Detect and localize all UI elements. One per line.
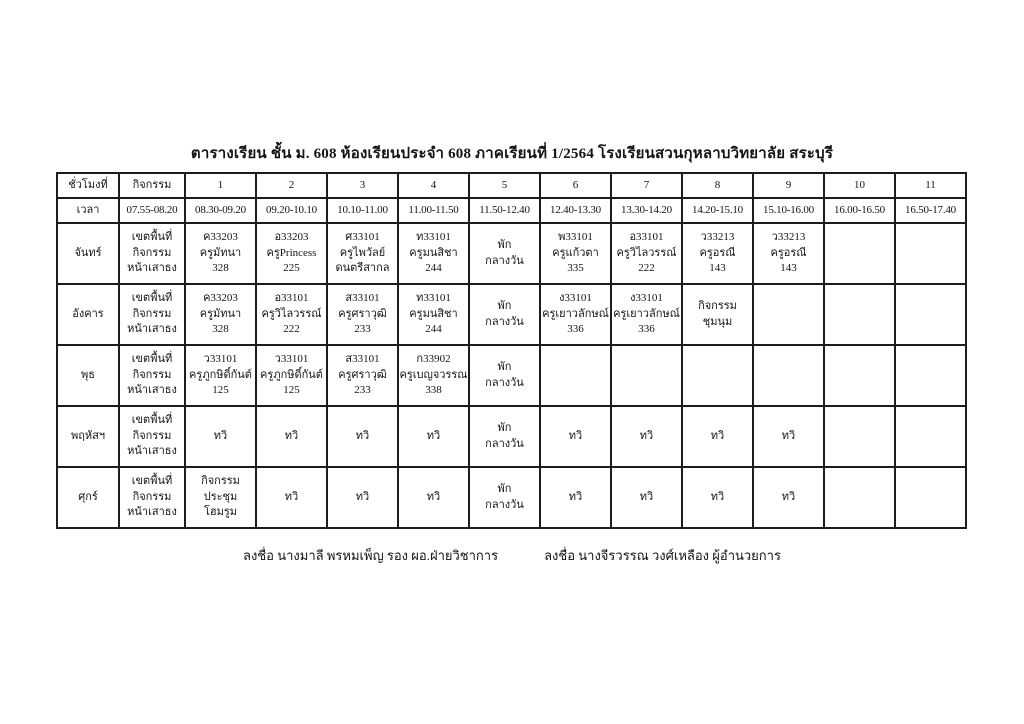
cell-line: กิจกรรม: [132, 178, 172, 191]
time-header-row: [57, 198, 966, 223]
period-number: [540, 173, 611, 198]
cell-line: ครูPrincess: [266, 246, 317, 259]
cell-line: 10.10-11.00: [337, 203, 388, 216]
schedule-cell: [682, 223, 753, 284]
schedule-cell: [611, 345, 682, 406]
schedule-cell: [753, 467, 824, 528]
cell-line: 11.50-12.40: [479, 203, 530, 216]
activity-cell: [119, 223, 185, 284]
cell-line: 336: [638, 323, 655, 336]
schedule-cell: [611, 284, 682, 345]
schedule-cell: [611, 467, 682, 528]
time-header-label: [57, 198, 119, 223]
cell-line: ทวิ: [710, 429, 725, 442]
period-number: [256, 173, 327, 198]
schedule-cell: [327, 284, 398, 345]
cell-line: อังคาร: [72, 307, 104, 320]
cell-line: 7: [643, 178, 650, 191]
cell-line: ทวิ: [568, 429, 583, 442]
schedule-cell: [540, 406, 611, 467]
schedule-cell: [824, 223, 895, 284]
cell-line: หน้าเสาธง: [127, 262, 177, 275]
table-row: [57, 467, 966, 528]
time-range: [398, 198, 469, 223]
cell-line: กลางวัน: [485, 437, 524, 450]
schedule-cell: [895, 223, 966, 284]
schedule-cell: [185, 284, 256, 345]
cell-line: ครูวิไลวรรณ์: [616, 246, 677, 259]
schedule-cell: [185, 223, 256, 284]
activity-cell: [119, 406, 185, 467]
period-number: [327, 173, 398, 198]
schedule-cell: [824, 284, 895, 345]
schedule-cell: [753, 223, 824, 284]
cell-line: กลางวัน: [485, 254, 524, 267]
cell-line: ศุกร์: [78, 490, 98, 503]
table-header: [57, 173, 966, 223]
schedule-cell: [895, 345, 966, 406]
schedule-cell: [256, 467, 327, 528]
schedule-cell: [398, 406, 469, 467]
cell-line: เขตพื้นที่: [131, 353, 173, 366]
cell-line: ทวิ: [213, 429, 228, 442]
cell-line: ครูมัทนา: [199, 307, 242, 320]
cell-line: 328: [212, 323, 229, 336]
cell-line: ประชุม: [203, 490, 238, 503]
time-range: [895, 198, 966, 223]
schedule-cell: [611, 223, 682, 284]
schedule-cell: [185, 345, 256, 406]
cell-line: พัก: [497, 482, 512, 495]
cell-line: หน้าเสาธง: [127, 506, 177, 519]
cell-line: ส33101: [345, 353, 380, 366]
schedule-cell: [753, 406, 824, 467]
period-number: [469, 173, 540, 198]
cell-line: ท33101: [416, 231, 451, 244]
activity-cell: [119, 284, 185, 345]
cell-line: 328: [212, 262, 229, 275]
day-cell: [57, 406, 119, 467]
schedule-cell: [256, 406, 327, 467]
cell-line: 143: [709, 262, 726, 275]
cell-line: ครูเบญจวรรณ: [399, 368, 468, 381]
schedule-cell: [753, 345, 824, 406]
schedule-cell: [398, 223, 469, 284]
schedule-cell: [824, 406, 895, 467]
cell-line: 3: [359, 178, 366, 191]
cell-line: ครูไพวัลย์: [339, 246, 386, 259]
schedule-cell: [327, 345, 398, 406]
period-number: [824, 173, 895, 198]
period-number: [185, 173, 256, 198]
schedule-cell: [895, 284, 966, 345]
schedule-cell: [824, 467, 895, 528]
schedule-cell: [540, 345, 611, 406]
cell-line: 08.30-09.20: [195, 203, 246, 216]
cell-line: 233: [354, 384, 371, 397]
cell-line: 244: [425, 262, 442, 275]
cell-line: เขตพื้นที่: [131, 292, 173, 305]
schedule-cell: [824, 345, 895, 406]
cell-line: ทวิ: [639, 429, 654, 442]
schedule-cell: [540, 284, 611, 345]
cell-line: ส33101: [345, 292, 380, 305]
cell-line: 233: [354, 323, 371, 336]
cell-line: 9: [785, 178, 792, 191]
cell-line: จันทร์: [74, 246, 102, 259]
cell-line: พุธ: [81, 368, 95, 381]
time-range: [327, 198, 398, 223]
period-header-label: [57, 173, 119, 198]
table-row: [57, 406, 966, 467]
cell-line: ทวิ: [355, 429, 370, 442]
cell-line: โฮมรูม: [203, 506, 238, 519]
time-range: [119, 198, 185, 223]
schedule-cell: [327, 223, 398, 284]
cell-line: 5: [501, 178, 508, 191]
period-number: [398, 173, 469, 198]
cell-line: กิจกรรม: [201, 475, 240, 488]
table-body: [57, 223, 966, 528]
cell-line: 2: [288, 178, 295, 191]
cell-line: ง33101: [559, 292, 592, 305]
cell-line: 336: [567, 323, 584, 336]
cell-line: อ33203: [274, 231, 309, 244]
schedule-cell: [540, 223, 611, 284]
cell-line: หน้าเสาธง: [127, 323, 177, 336]
cell-line: ครูเยาวลักษณ์: [542, 307, 609, 320]
cell-line: ชุมนุม: [702, 315, 733, 328]
cell-line: หน้าเสาธง: [127, 384, 177, 397]
cell-line: 338: [425, 384, 442, 397]
schedule-cell: [682, 284, 753, 345]
cell-line: ครูวิไลวรรณ์: [261, 307, 322, 320]
schedule-cell: [256, 345, 327, 406]
time-range: [540, 198, 611, 223]
cell-line: 244: [425, 323, 442, 336]
time-range: [469, 198, 540, 223]
period-number: [682, 173, 753, 198]
cell-line: ท33101: [416, 292, 451, 305]
schedule-cell: [469, 345, 540, 406]
cell-line: ครูภูกษิดิ์กันต์: [260, 368, 323, 381]
period-number: [611, 173, 682, 198]
schedule-cell: [753, 284, 824, 345]
cell-line: 15.10-16.00: [763, 203, 814, 216]
cell-line: 12.40-13.30: [550, 203, 601, 216]
cell-line: 125: [283, 384, 300, 397]
cell-line: 222: [283, 323, 300, 336]
cell-line: 10: [854, 178, 865, 191]
cell-line: ครูอรณี: [770, 246, 807, 259]
cell-line: ครูมนสิชา: [409, 246, 458, 259]
schedule-cell: [469, 284, 540, 345]
cell-line: 4: [430, 178, 437, 191]
period-number: [895, 173, 966, 198]
time-range: [682, 198, 753, 223]
cell-line: กิจกรรม: [698, 299, 737, 312]
schedule-cell: [398, 467, 469, 528]
cell-line: เขตพื้นที่: [131, 414, 173, 427]
cell-line: กลางวัน: [485, 315, 524, 328]
cell-line: 6: [572, 178, 579, 191]
cell-line: กลางวัน: [485, 498, 524, 511]
cell-line: 1: [217, 178, 224, 191]
cell-line: กิจกรรม: [132, 429, 172, 442]
schedule-cell: [398, 345, 469, 406]
cell-line: ครูศราวุฒิ: [338, 307, 387, 320]
signature-director: ลงชื่อ นางจีรวรรณ วงศ์เหลือง ผู้อำนวยการ: [544, 548, 781, 563]
cell-line: 11.00-11.50: [408, 203, 459, 216]
day-cell: [57, 223, 119, 284]
signature-line: [0, 545, 1024, 566]
cell-line: 222: [638, 262, 655, 275]
time-range: [824, 198, 895, 223]
cell-line: 125: [212, 384, 229, 397]
cell-line: ครูศราวุฒิ: [338, 368, 387, 381]
cell-line: 8: [714, 178, 721, 191]
cell-line: ครูแก้วตา: [552, 246, 599, 259]
cell-line: ก33902: [416, 353, 451, 366]
cell-line: พัก: [497, 421, 512, 434]
schedule-cell: [327, 467, 398, 528]
table-row: [57, 284, 966, 345]
cell-line: ชั่วโมงที่: [68, 178, 108, 191]
table-row: [57, 345, 966, 406]
page-title: ตารางเรียน ชั้น ม. 608 ห้องเรียนประจำ 608 ภาคเรียนที่ 1/2564 โรงเรียนสวนกุหลาบวิทยาลัย สระบุรี: [190, 146, 834, 162]
schedule-cell: [611, 406, 682, 467]
cell-line: ครูมนสิชา: [409, 307, 458, 320]
schedule-cell: [327, 406, 398, 467]
cell-line: อ33101: [274, 292, 309, 305]
period-number: [753, 173, 824, 198]
schedule-cell: [895, 467, 966, 528]
cell-line: 335: [567, 262, 584, 275]
cell-line: กิจกรรม: [132, 490, 172, 503]
cell-line: ครูภูกษิดิ์กันต์: [189, 368, 252, 381]
cell-line: กิจกรรม: [132, 246, 172, 259]
cell-line: 07.55-08.20: [126, 203, 178, 216]
cell-line: พัก: [497, 360, 512, 373]
time-range: [611, 198, 682, 223]
period-header-row: [57, 173, 966, 198]
cell-line: ครูมัทนา: [199, 246, 242, 259]
cell-line: ศ33101: [345, 231, 380, 244]
activity-header-label: [119, 173, 185, 198]
schedule-cell: [256, 223, 327, 284]
cell-line: ค33203: [203, 292, 238, 305]
cell-line: ทวิ: [426, 490, 441, 503]
cell-line: ว33101: [274, 353, 309, 366]
cell-line: 09.20-10.10: [266, 203, 317, 216]
cell-line: 13.30-14.20: [621, 203, 672, 216]
cell-line: 11: [925, 178, 936, 191]
cell-line: หน้าเสาธง: [127, 445, 177, 458]
cell-line: ทวิ: [284, 429, 299, 442]
schedule-cell: [469, 406, 540, 467]
signature-deputy-director: ลงชื่อ นางมาลี พรหมเพ็ญ รอง ผอ.ฝ่ายวิชาการ: [243, 548, 499, 563]
schedule-cell: [185, 406, 256, 467]
cell-line: ว33213: [700, 231, 735, 244]
table-row: [57, 223, 966, 284]
cell-line: ครูอรณี: [699, 246, 736, 259]
cell-line: ทวิ: [568, 490, 583, 503]
schedule-cell: [469, 223, 540, 284]
cell-line: ทวิ: [284, 490, 299, 503]
cell-line: เวลา: [76, 203, 100, 216]
cell-line: ครูเยาวลักษณ์: [613, 307, 680, 320]
schedule-cell: [185, 467, 256, 528]
cell-line: กิจกรรม: [132, 368, 172, 381]
cell-line: พัก: [497, 238, 512, 251]
cell-line: เขตพื้นที่: [131, 231, 173, 244]
cell-line: ทวิ: [781, 429, 796, 442]
activity-cell: [119, 467, 185, 528]
cell-line: 14.20-15.10: [692, 203, 743, 216]
schedule-cell: [895, 406, 966, 467]
schedule-cell: [682, 467, 753, 528]
time-range: [256, 198, 327, 223]
day-cell: [57, 467, 119, 528]
cell-line: ว33101: [203, 353, 238, 366]
cell-line: เขตพื้นที่: [131, 475, 173, 488]
time-range: [753, 198, 824, 223]
cell-line: ทวิ: [355, 490, 370, 503]
cell-line: ทวิ: [426, 429, 441, 442]
cell-line: 225: [283, 262, 300, 275]
cell-line: กิจกรรม: [132, 307, 172, 320]
cell-line: ทวิ: [710, 490, 725, 503]
cell-line: 16.00-16.50: [834, 203, 885, 216]
activity-cell: [119, 345, 185, 406]
cell-line: 16.50-17.40: [905, 203, 956, 216]
schedule-cell: [469, 467, 540, 528]
cell-line: 143: [780, 262, 797, 275]
cell-line: กลางวัน: [485, 376, 524, 389]
cell-line: ดนตรีสากล: [335, 262, 390, 275]
schedule-cell: [682, 345, 753, 406]
timetable-table: [56, 172, 967, 529]
cell-line: พฤหัสฯ: [70, 429, 106, 442]
schedule-cell: [540, 467, 611, 528]
cell-line: ทวิ: [639, 490, 654, 503]
schedule-cell: [682, 406, 753, 467]
cell-line: ง33101: [630, 292, 663, 305]
cell-line: ว33213: [771, 231, 806, 244]
cell-line: อ33101: [629, 231, 664, 244]
day-cell: [57, 345, 119, 406]
cell-line: ค33203: [203, 231, 238, 244]
time-range: [185, 198, 256, 223]
day-cell: [57, 284, 119, 345]
cell-line: พ33101: [558, 231, 593, 244]
cell-line: พัก: [497, 299, 512, 312]
schedule-cell: [256, 284, 327, 345]
cell-line: ทวิ: [781, 490, 796, 503]
schedule-cell: [398, 284, 469, 345]
